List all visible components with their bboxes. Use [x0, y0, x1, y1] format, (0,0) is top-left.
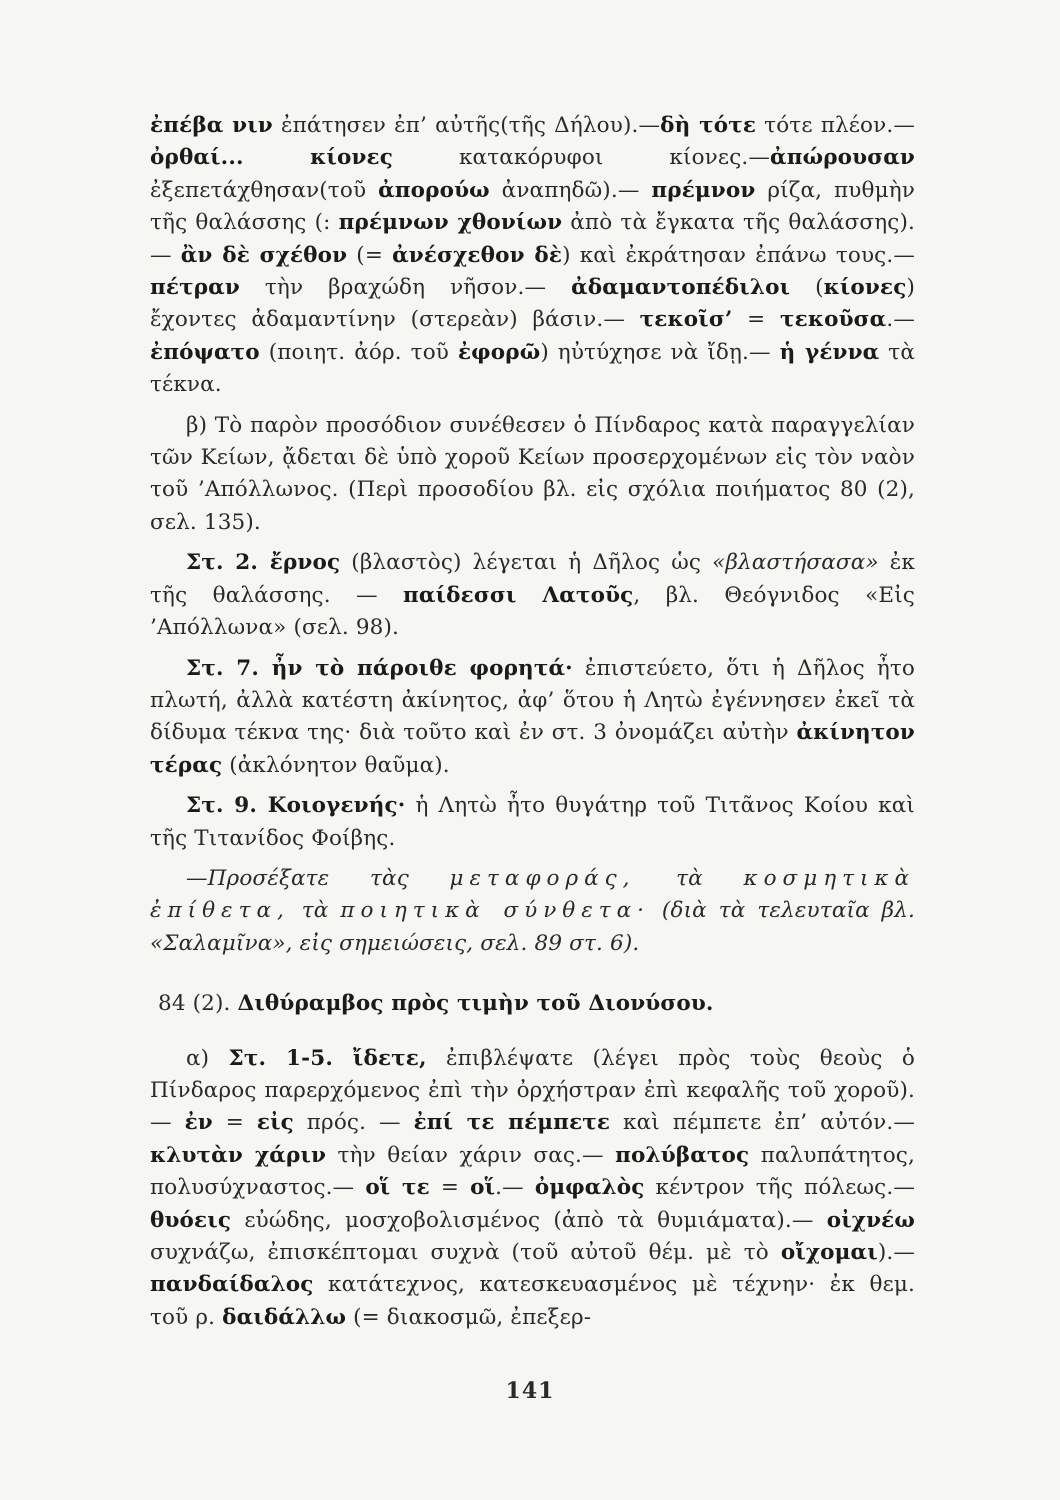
text-run: ἀπὸ τὰ ἔγκατα τῆς θαλάσσης).— — [150, 210, 915, 268]
text-run: ἐξεπετάχθησαν(τοῦ — [150, 177, 379, 203]
paragraph — [150, 790, 915, 855]
text-run: καὶ πέμπετε ἐπ’ αὐτόν.— — [610, 1110, 916, 1136]
text-run: ) ηὐτύχησε νὰ ἴδῃ.— — [540, 339, 780, 365]
bold-term: Στ. 1-5. ἴδετε, — [228, 1045, 427, 1071]
bold-term: οἴχομαι — [780, 1240, 878, 1265]
text-run: , βλ. Θεόγνιδος «Εἰς ’Απόλλωνα» (σελ. 98). — [150, 582, 915, 641]
text-run: παλυπάτητος, πολυσύχναστος.— — [150, 1142, 915, 1201]
text-run: ἐκ τῆς θαλάσσης. — — [150, 550, 916, 608]
text-run: .— — [495, 1175, 535, 1201]
bold-term: εἰς — [256, 1110, 294, 1136]
text-run: τὰ — [289, 898, 341, 924]
text-run: ).— — [877, 1240, 915, 1265]
bold-term: ἀκίνητον τέρας — [150, 720, 915, 778]
text-run: —Προσέξατε τὰς — [186, 865, 450, 891]
bold-term: Στ. 7. ἦν τὸ πάροιθε φορητά· — [186, 655, 573, 681]
text-run: κοσμητικὰ ἐπίθετα, — [150, 865, 916, 924]
text-run: .— — [886, 307, 915, 333]
text-run: (= διακοσμῶ, ἐπεξερ- — [346, 1304, 592, 1330]
text-run: ἐπάτησεν ἐπ’ αὐτῆς(τῆς Δήλου).— — [272, 113, 661, 138]
text-run: ρίζα, πυθμὴν τῆς θαλάσσης (: — [150, 177, 915, 236]
text-run: «βλαστήσασα» — [712, 550, 879, 576]
text-run: = — [429, 1175, 471, 1201]
text-run: κατάτεχνος, κατεσκευασμένος μὲ τέχνην· ἐκ θεμ. τοῦ ρ. — [150, 1272, 915, 1330]
bold-term: κίονες — [823, 275, 907, 301]
text-run: ) καὶ ἐκράτησαν ἐπάνω τους.— — [562, 242, 916, 268]
bold-term: οἵ τε — [365, 1175, 430, 1201]
bold-term: ἐπόψατο — [150, 339, 260, 365]
bold-term: ἀνέσχεθον δὲ — [392, 242, 563, 268]
bold-term: ὀρθαί... κίονες — [150, 145, 394, 171]
paragraph — [150, 1043, 915, 1335]
bold-term: τεκοῦσα — [780, 307, 887, 333]
bold-term: Διθύραμβος πρὸς τιμὴν τοῦ Διονύσου. — [237, 991, 714, 1017]
text-run: (ἀκλόνητον θαῦμα). — [222, 752, 450, 778]
paragraph — [150, 547, 915, 644]
bold-term: θυόεις — [150, 1207, 232, 1233]
body-text — [150, 110, 915, 1334]
text-run: ἐπιβλέψατε (λέγει πρὸς τοὺς θεοὺς ὁ Πίνδαρος παρερχόμενος ἐπὶ τὴν ὀρχήστραν ἐπὶ κεφαλῆς τοῦ χοροῦ).— — [150, 1045, 915, 1136]
bold-term: Στ. 9. Κοιογενής· — [186, 793, 406, 819]
bold-term: ὀμφαλὸς — [534, 1175, 645, 1201]
paragraph — [150, 110, 915, 402]
bold-term: τεκοῖσ’ — [639, 307, 733, 333]
bold-term: ἐφορῶ — [457, 339, 541, 365]
bold-term: πρέμνων χθονίων — [338, 210, 563, 236]
paragraph — [150, 410, 915, 540]
bold-term: πανδαίδαλος — [150, 1272, 314, 1298]
bold-term: ἐπί τε πέμπετε — [413, 1110, 611, 1136]
text-run: (ποιητ. ἀόρ. τοῦ — [259, 339, 458, 365]
bold-term: ἡ γέννα — [779, 339, 880, 365]
text-run: ( — [790, 275, 824, 301]
text-run: συχνάζω, ἐπισκέπτομαι συχνὰ (τοῦ αὐτοῦ θέμ. μὲ τὸ — [150, 1240, 781, 1265]
text-run: = — [732, 307, 780, 333]
bold-term: ἐπέβα νιν — [150, 113, 273, 138]
text-run: κέντρον τῆς πόλεως.— — [644, 1175, 916, 1201]
text-run: ἀναπηδῶ).— — [489, 177, 652, 203]
bold-term: Στ. 2. ἔρνος — [186, 550, 341, 576]
bold-term: παίδεσσι Λατοῦς — [403, 582, 634, 608]
text-run: τὴν βραχώδη νῆσον.— — [239, 275, 572, 301]
text-run: μεταφοράς, — [449, 865, 636, 891]
text-run: β) Τὸ παρὸν προσόδιον συνέθεσεν ὁ Πίνδαρος κατὰ παραγγελίαν τῶν Κείων, ᾄδεται δὲ ὑπὸ χοροῦ Κείων προσερχομένων εἰς τὸν ναὸν τοῦ ’Απόλλωνος. (Περὶ προσοδίου βλ. εἰς σχόλια ποιήματος 80 (2), σελ. 135). — [150, 412, 915, 535]
section-heading — [150, 988, 915, 1020]
page-number: 141 — [505, 1378, 555, 1404]
bold-term: δαιδάλλω — [222, 1304, 347, 1330]
bold-term: ἐν — [184, 1110, 213, 1136]
text-run: τὰ τέκνα. — [150, 339, 916, 398]
bold-term: πέτραν — [150, 275, 240, 301]
text-run: τὴν θείαν χάριν σας.— — [326, 1142, 616, 1168]
bold-term: πρέμνον — [651, 177, 756, 203]
bold-term: δὴ τότε — [660, 113, 757, 138]
text-run: εὐώδης, μοσχοβολισμένος (ἀπὸ τὰ θυμιάματα).— — [231, 1207, 827, 1233]
bold-term: ἀδαμαντοπέδιλοι — [571, 275, 791, 301]
text-run: ἡ Λητὼ ἦτο θυγάτηρ τοῦ Τιτᾶνος Κοίου καὶ τῆς Τιτανίδος Φοίβης. — [150, 793, 915, 851]
text-run: ἐπιστεύετο, ὅτι ἡ Δῆλος ἦτο πλωτή, ἀλλὰ κατέστη ἀκίνητος, ἀφ’ ὅτου ἡ Λητὼ ἐγέννησεν ἐκεῖ τὰ δίδυμα τέκνα της· διὰ τοῦτο καὶ ἐν στ. 3 ὀνομάζει αὐτὴν — [150, 655, 915, 746]
bold-term: ἀπορούω — [378, 177, 490, 203]
bold-term: κλυτὰν χάριν — [150, 1142, 327, 1168]
text-run: πρός. — — [293, 1110, 414, 1136]
text-run: (βλαστὸς) λέγεται ἡ Δῆλος ὡς — [340, 550, 713, 576]
text-run: ποιητικὰ σύνθετα· — [340, 898, 651, 924]
text-run: τὰ — [635, 865, 744, 891]
text-run: ) ἔχοντες ἀδαμαντίνην (στερεὰν) βάσιν.— — [150, 275, 915, 333]
bold-term: πολύβατος — [615, 1142, 750, 1168]
bold-term: ἂν δὲ σχέθον — [180, 242, 348, 268]
text-run: = — [212, 1110, 257, 1136]
paragraph — [150, 863, 915, 960]
text-run: (διὰ τὰ τελευταῖα βλ. «Σαλαμῖνα», εἰς σημειώσεις, σελ. 89 στ. 6). — [150, 898, 915, 956]
bold-term: οἵ — [470, 1175, 496, 1201]
paragraph — [150, 653, 915, 783]
text-run: τότε πλέον.— — [756, 113, 915, 138]
bold-term: οἰχνέω — [826, 1207, 915, 1233]
text-run: (= — [347, 242, 393, 268]
text-run: α) — [186, 1045, 229, 1071]
bold-term: ἀπώρουσαν — [770, 145, 915, 171]
text-run: 84 (2). — [158, 991, 238, 1017]
text-run: κατακόρυφοι κίονες.— — [393, 145, 771, 171]
